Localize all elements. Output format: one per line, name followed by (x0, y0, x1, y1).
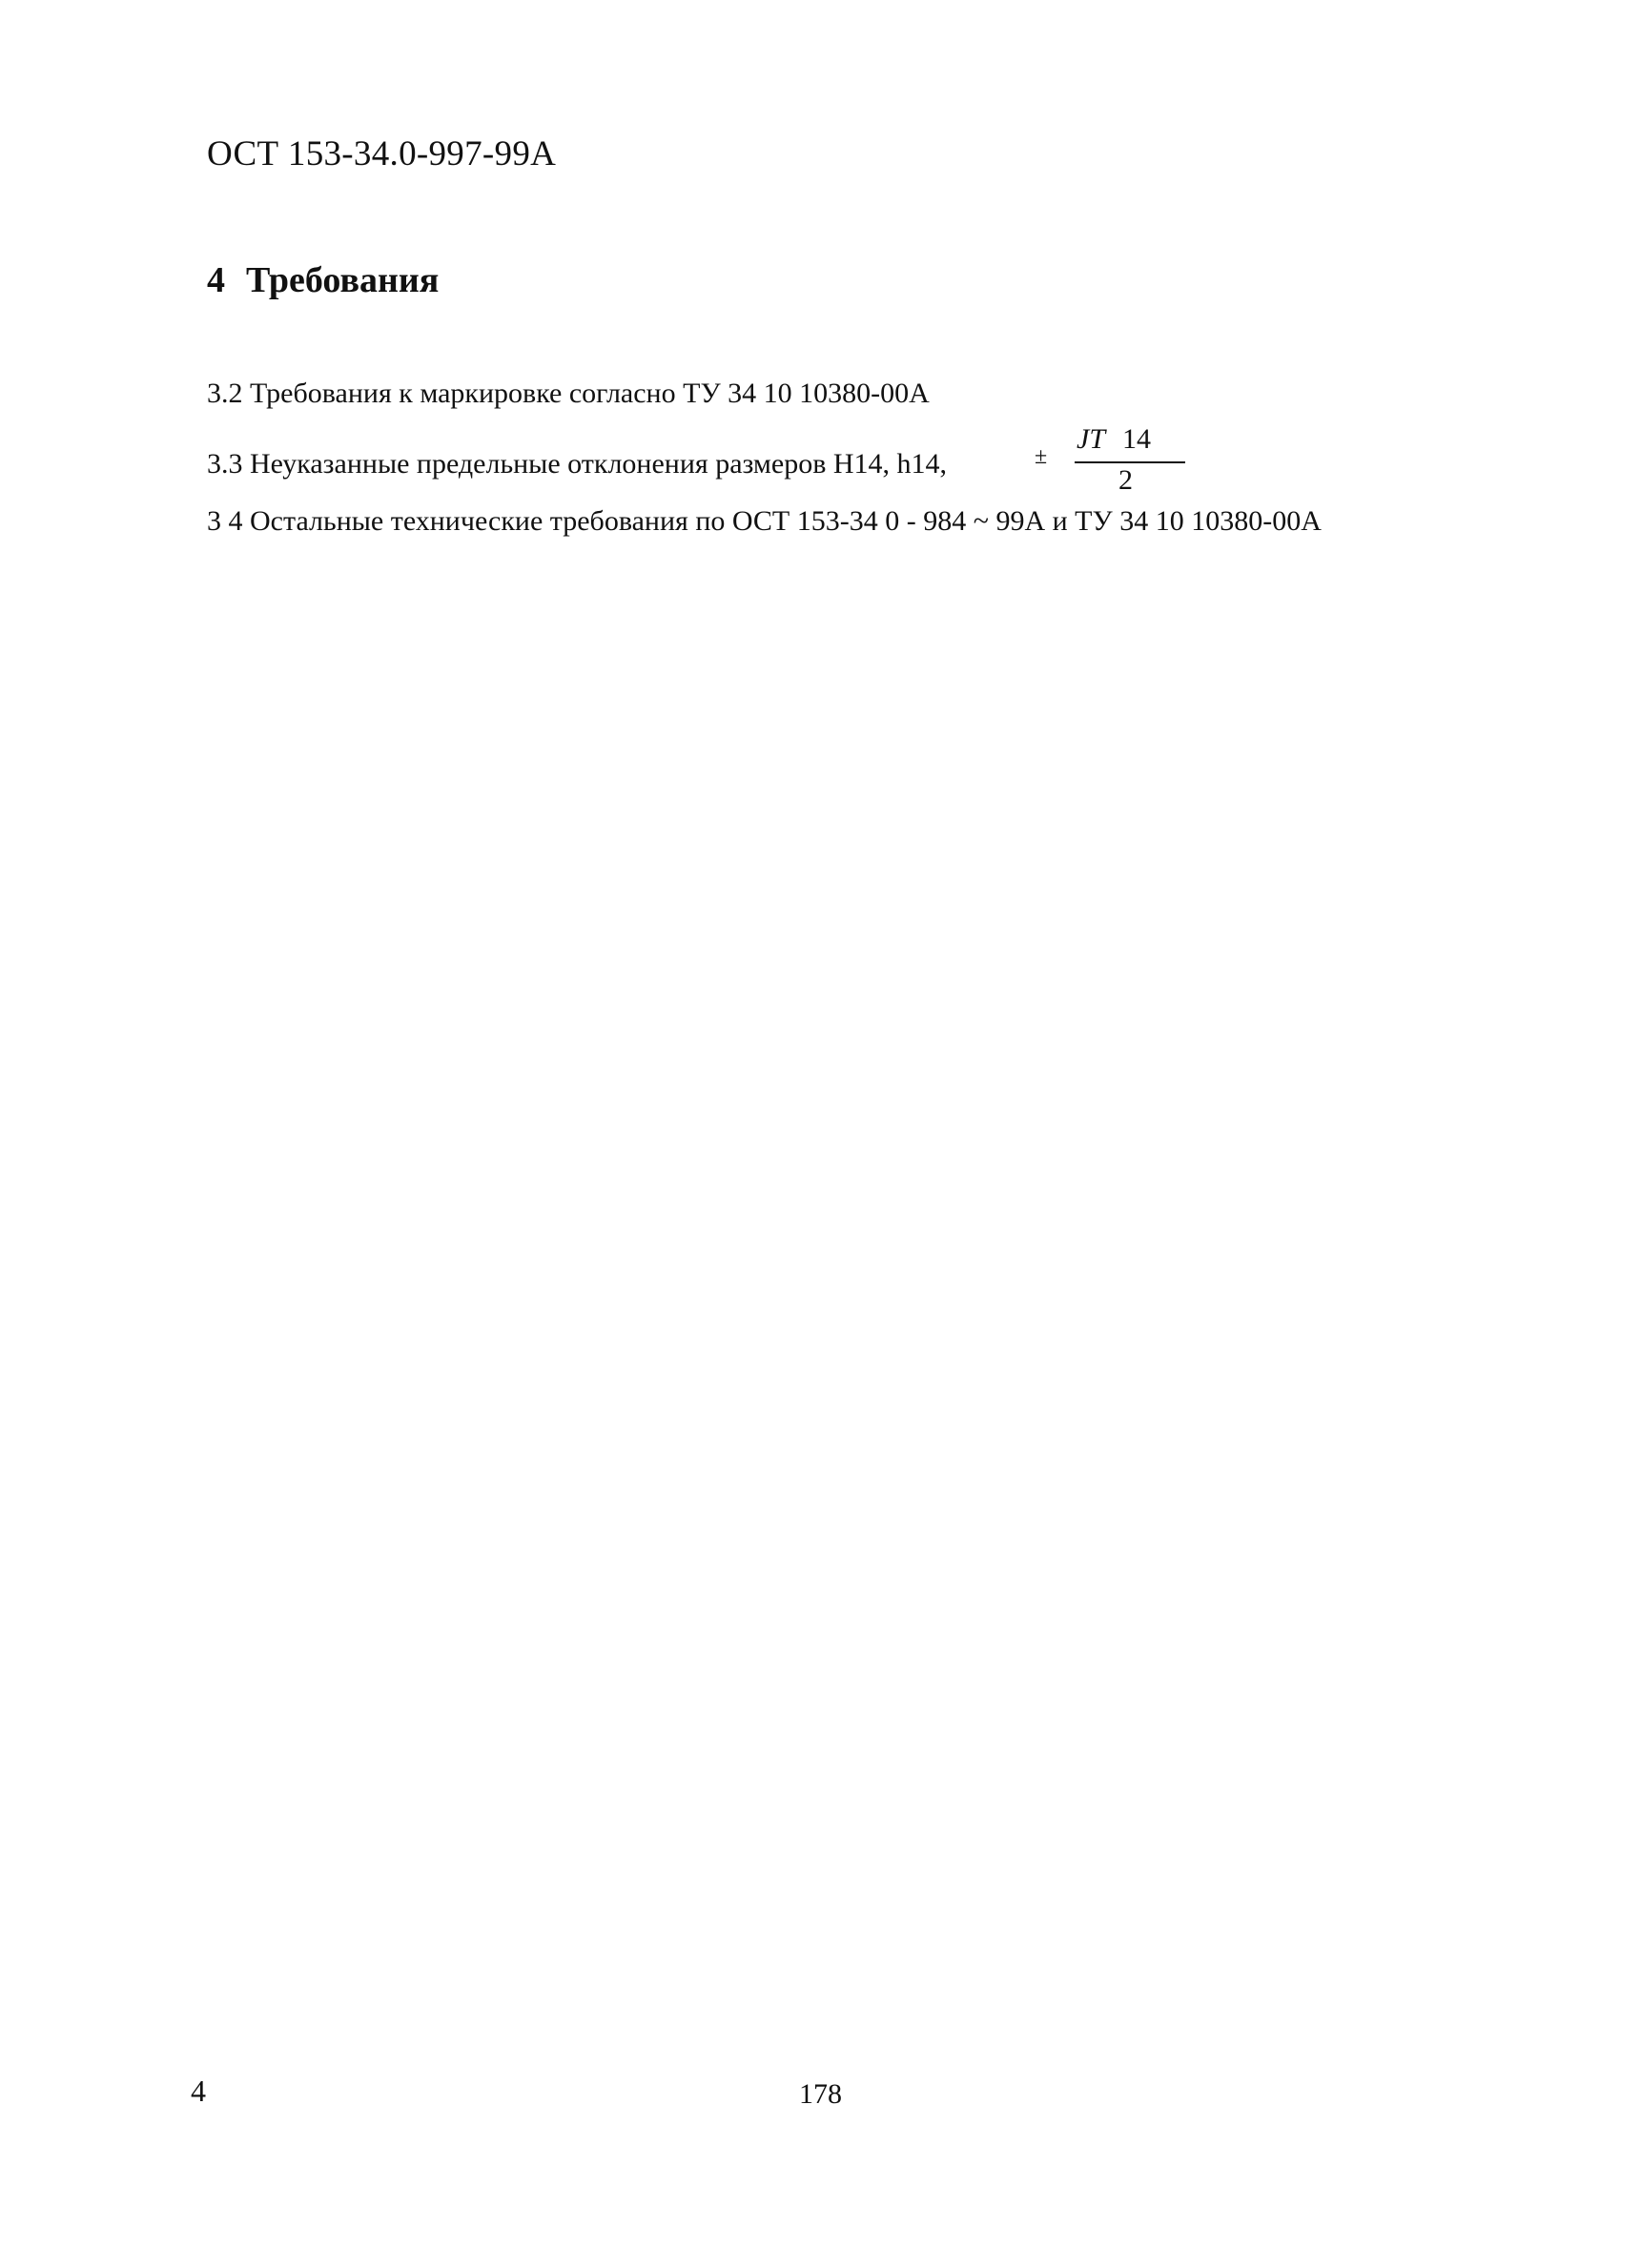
tolerance-formula (1035, 423, 1187, 500)
formula-numerator-symbol: JT (1077, 423, 1105, 455)
formula-numerator (1077, 423, 1151, 456)
document-code: ОСТ 153-34.0-997-99А (207, 134, 557, 174)
plus-minus-sign: ± (1035, 444, 1048, 469)
requirement-3-2: 3.2 Требования к маркировке согласно ТУ 34 10 10380-00А (207, 378, 930, 409)
section-title: Требования (246, 260, 440, 300)
requirement-3-3: 3.3 Неуказанные предельные отклонения размеров H14, h14, (207, 448, 948, 480)
section-number: 4 (207, 260, 225, 300)
formula-numerator-value: 14 (1122, 423, 1151, 455)
formula-denominator: 2 (1118, 464, 1133, 496)
page-number-left: 4 (191, 2074, 206, 2108)
section-heading (207, 259, 439, 301)
page-number-center: 178 (799, 2078, 842, 2110)
fraction-bar (1075, 461, 1185, 463)
requirement-3-4: 3 4 Остальные технические требования по ОСТ 153-34 0 - 984 ~ 99А и ТУ 34 10 10380-00А (207, 505, 1322, 537)
